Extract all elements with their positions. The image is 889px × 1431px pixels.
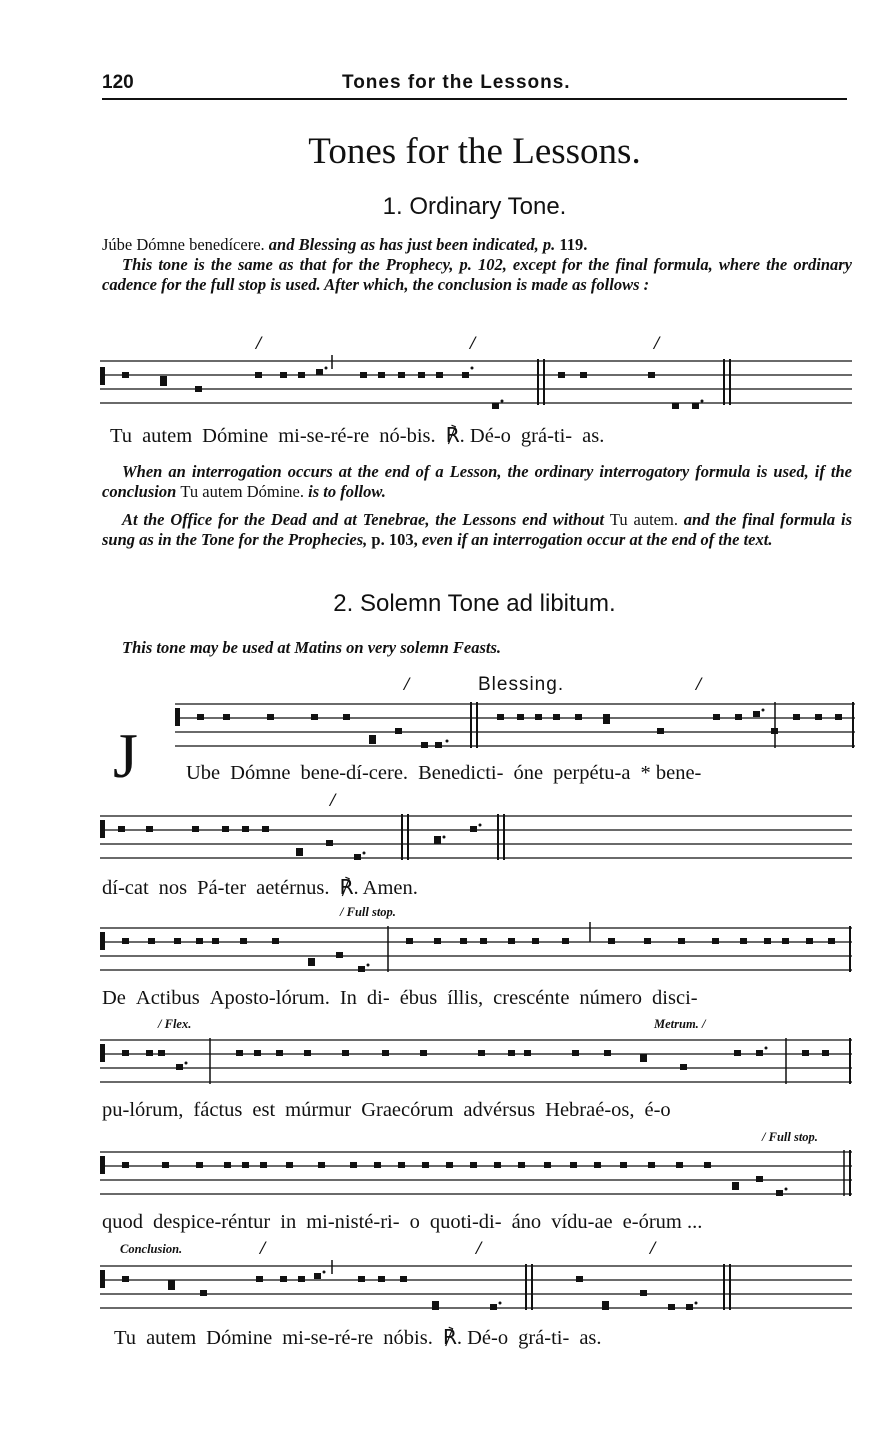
lyric-syllable: bene-dí-cere. xyxy=(300,762,409,784)
lyric-syllable: Tu xyxy=(114,1327,137,1349)
lyrics-line-3 xyxy=(102,875,428,900)
cue-full-stop-2: / Full stop. xyxy=(762,1130,818,1144)
lyric-syllable: óne xyxy=(513,762,544,784)
lyric-syllable: nos xyxy=(158,877,188,899)
cue-metrum: Metrum. / xyxy=(654,1017,706,1031)
chant-staff-3 xyxy=(100,810,852,870)
lyric-syllable: Pá-ter xyxy=(197,877,247,899)
ictus-mark: / xyxy=(476,1238,482,1259)
lyric-syllable: autem xyxy=(146,1327,197,1349)
ictus-mark: / xyxy=(330,790,336,811)
running-head xyxy=(102,70,847,100)
lyric-syllable: as. xyxy=(579,1327,602,1349)
lyric-syllable: grá-ti- xyxy=(518,1327,570,1349)
lyrics-line-7 xyxy=(114,1325,612,1350)
lyric-syllable: Dómine xyxy=(202,425,269,447)
chant-staff-6 xyxy=(100,1146,852,1204)
lyric-syllable: áno xyxy=(511,1211,542,1233)
page-number: 120 xyxy=(102,72,134,93)
lyric-syllable: advérsus xyxy=(463,1099,536,1121)
cue-flex: / Flex. xyxy=(158,1017,192,1031)
chant-staff-4 xyxy=(100,922,852,980)
lyric-syllable: pu-lórum, xyxy=(102,1099,184,1121)
lyric-syllable: crescénte xyxy=(493,987,570,1009)
paragraph-intro xyxy=(102,235,852,255)
lyric-syllable: Hebraé-os, xyxy=(545,1099,635,1121)
lyric-syllable: Aposto-lórum. xyxy=(209,987,330,1009)
lyric-syllable: Benedicti- xyxy=(418,762,504,784)
lyric-syllable: as. xyxy=(582,425,605,447)
lyric-syllable: Dómne xyxy=(230,762,291,784)
page-ref: 119. xyxy=(559,235,588,254)
lyric-syllable: o xyxy=(409,1211,420,1233)
ictus-mark: / xyxy=(470,333,476,354)
roman-text: Júbe Dómne benedícere. xyxy=(102,235,265,254)
lyric-syllable: despice-réntur xyxy=(153,1211,271,1233)
lyric-syllable: In xyxy=(339,987,357,1009)
section-heading-ordinary: 1. Ordinary Tone. xyxy=(382,193,567,220)
paragraph-solemn-intro: This tone may be used at Matins on very solemn Feasts. xyxy=(122,638,502,657)
page-title: Tones for the Lessons. xyxy=(308,131,641,172)
lyric-syllable: autem xyxy=(142,425,193,447)
lyric-syllable: nó-bis. xyxy=(379,425,436,447)
lyric-syllable: * bene- xyxy=(640,762,702,784)
lyric-syllable: múrmur xyxy=(285,1099,352,1121)
lyric-syllable: Actibus xyxy=(135,987,200,1009)
lyrics-line-4 xyxy=(102,987,708,1010)
lyric-syllable: quoti-di- xyxy=(429,1211,502,1233)
lyric-syllable: De xyxy=(102,987,126,1009)
lyric-syllable: Tu xyxy=(110,425,133,447)
lyric-syllable: número xyxy=(579,987,643,1009)
cue-full-stop: / Full stop. xyxy=(340,905,396,919)
section-heading-solemn: 2. Solemn Tone ad libitum. xyxy=(333,590,616,617)
lyric-syllable: in xyxy=(280,1211,297,1233)
lyric-syllable: nóbis. xyxy=(383,1327,433,1349)
lyric-syllable: est xyxy=(252,1099,276,1121)
chant-staff-5 xyxy=(100,1034,852,1092)
lyric-syllable: ℟. Dé-o xyxy=(442,1327,509,1349)
running-title: Tones for the Lessons. xyxy=(342,72,571,93)
lyric-syllable: mi-se-ré-re xyxy=(278,425,370,447)
lyric-syllable: é-o xyxy=(644,1099,671,1121)
drop-cap-initial: J xyxy=(113,720,138,791)
lyric-syllable: ℟. Amen. xyxy=(339,877,418,899)
ictus-mark: / xyxy=(256,333,262,354)
lyric-syllable: di- xyxy=(366,987,390,1009)
lyric-syllable: Ube xyxy=(186,762,221,784)
chant-staff-2 xyxy=(175,690,855,760)
lyric-syllable: aetérnus. xyxy=(256,877,330,899)
lyrics-line-5 xyxy=(102,1099,681,1122)
lyrics-line-6 xyxy=(102,1211,712,1234)
lyrics-line-1 xyxy=(110,423,614,448)
ictus-mark: / xyxy=(650,1238,656,1259)
ictus-mark: / xyxy=(404,674,410,695)
chant-staff-1 xyxy=(100,337,852,417)
ictus-mark: / xyxy=(696,674,702,695)
lyric-syllable: mi-se-ré-re xyxy=(282,1327,374,1349)
lyric-syllable: e-órum ... xyxy=(622,1211,703,1233)
cue-conclusion: Conclusion. xyxy=(120,1242,183,1256)
ictus-mark: / xyxy=(654,333,660,354)
clef xyxy=(100,367,105,385)
paragraph-prophecy: This tone is the same as that for the Prophecy, p. 102, except for the final formula, where the ordinary cadence for the full stop is used. After which, the conclusion is made as follows : xyxy=(102,255,852,294)
lyric-syllable: fáctus xyxy=(193,1099,243,1121)
lyric-syllable: disci- xyxy=(652,987,698,1009)
chant-staff-7 xyxy=(100,1256,852,1320)
italic-text: and Blessing as has just been indicated, p. xyxy=(268,235,556,254)
lyric-syllable: quod xyxy=(102,1211,143,1233)
lyric-syllable: vídu-ae xyxy=(551,1211,613,1233)
blessing-label: Blessing. xyxy=(478,674,565,695)
paragraph-dead: At the Office for the Dead and at Tenebrae, the Lessons end without Tu autem. and the final formula is sung as in the Tone for the Prophecies, p. 103, even if an interrogation occur at the end of the text. xyxy=(102,510,853,549)
ictus-mark: / xyxy=(260,1238,266,1259)
lyric-syllable: íllis, xyxy=(447,987,484,1009)
lyric-syllable: ℟. Dé-o xyxy=(445,425,511,447)
lyric-syllable: ébus xyxy=(399,987,438,1009)
lyric-syllable: perpétu-a xyxy=(553,762,631,784)
lyric-syllable: Graecórum xyxy=(361,1099,454,1121)
lyric-syllable: Dómine xyxy=(206,1327,273,1349)
lyric-syllable: mi-nisté-ri- xyxy=(306,1211,400,1233)
lyrics-line-2 xyxy=(186,762,711,785)
lyric-syllable: dí-cat xyxy=(102,877,149,899)
lyric-syllable: grá-ti- xyxy=(520,425,573,447)
paragraph-interrogation: When an interrogation occurs at the end of a Lesson, the ordinary interrogatory formula is used, if the conclusion Tu autem Dómine. is to follow. xyxy=(102,462,852,501)
